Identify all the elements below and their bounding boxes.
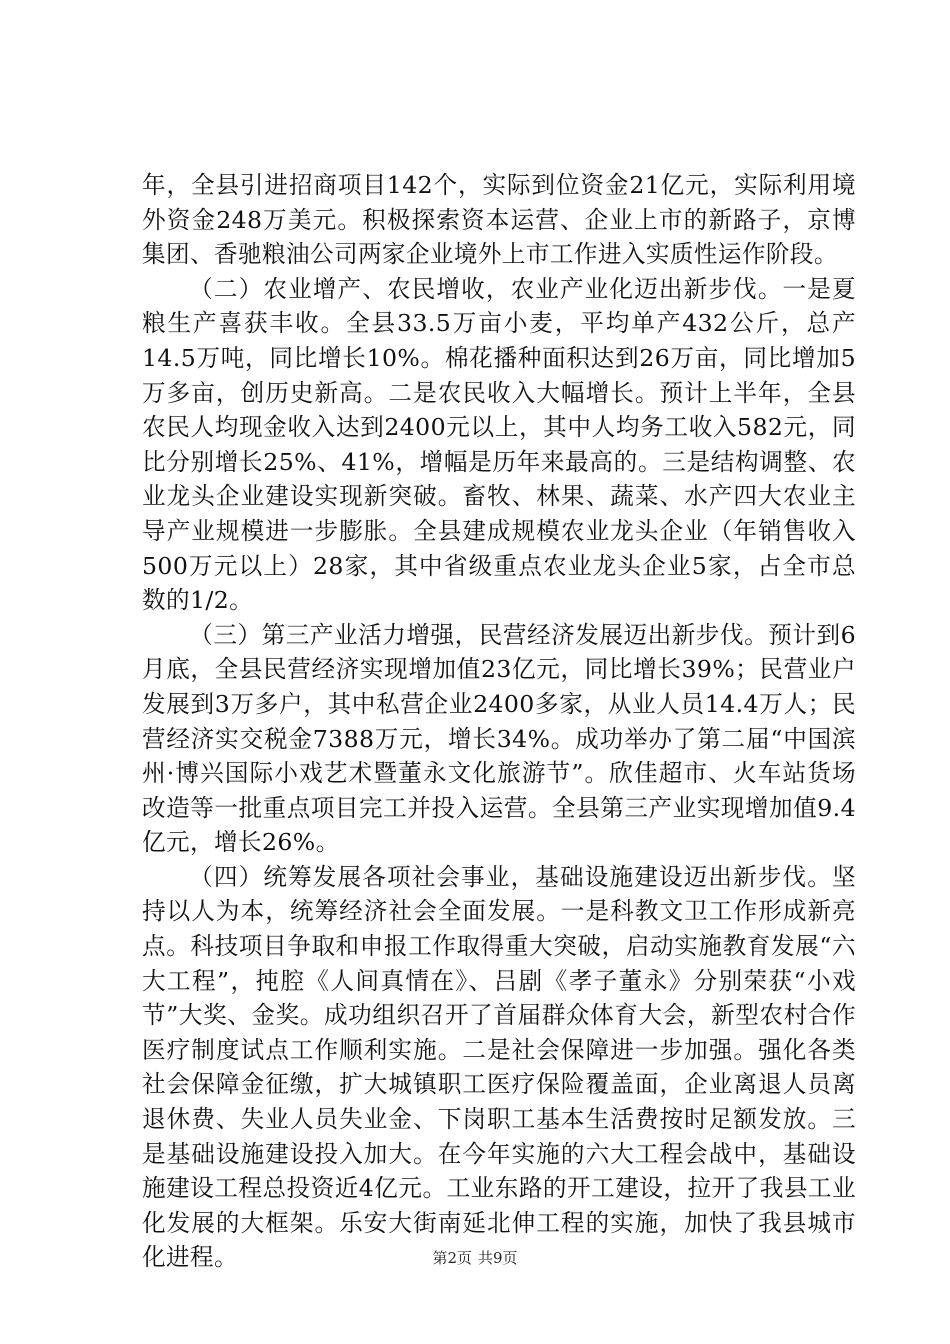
paragraph-agriculture: （二）农业增产、农民增收，农业产业化迈出新步伐。一是夏粮生产喜获丰收。全县33.5万亩小麦，平均单产432公斤，总产14.5万吨，同比增长10%。棉花播种面积达到26万亩，同比增加5万多亩，创历史新高。二是农民收入大幅增长。预计上半年，全县农民人均现金收入达到2400元以上，其中人均务工收入582元，同比分别增长25%、41%，增幅是历年来最高的。三是结构调整、农业龙头企业建设实现新突破。畜牧、林果、蔬菜、水产四大农业主导产业规模进一步膨胀。全县建成规模农业龙头企业（年销售收入500万元以上）28家，其中省级重点农业龙头企业5家，占全市总数的1/2。 — [142, 274, 856, 615]
body-text — [142, 168, 856, 1275]
paragraph-continuation: 年，全县引进招商项目142个，实际到位资金21亿元，实际利用境外资金248万美元。积极探索资本运营、企业上市的新路子，京博集团、香驰粮油公司两家企业境外上市工作进入实质性运作阶段。 — [142, 171, 856, 269]
paragraph-tertiary-industry: （三）第三产业活力增强，民营经济发展迈出新步伐。预计到6月底，全县民营经济实现增加值23亿元，同比增长39%；民营业户发展到3万多户，其中私营企业2400多家，从业人员14.4万人；民营经济实交税金7388万元，增长34%。成功举办了第二届“中国滨州·博兴国际小戏艺术暨董永文化旅游节”。欣佳超市、火车站货场改造等一批重点项目完工并投入运营。全县第三产业实现增加值9.4亿元，增长26%。 — [142, 620, 856, 857]
page-number-total: 共9页 — [478, 1249, 518, 1267]
page-number-current: 第2页 — [432, 1249, 472, 1267]
paragraph-social-affairs: （四）统筹发展各项社会事业，基础设施建设迈出新步伐。坚持以人为本，统筹经济社会全面发展。一是科教文卫工作形成新亮点。科技项目争取和申报工作取得重大突破，启动实施教育发展“六大工程”，扽腔《人间真情在》、吕剧《孝子董永》分别荣获“小戏节”大奖、金奖。成功组织召开了首届群众体育大会，新型农村合作医疗制度试点工作顺利实施。二是社会保障进一步加强。强化各类社会保障金征缴，扩大城镇职工医疗保险覆盖面，企业离退人员离退休费、失业人员失业金、下岗职工基本生活费按时足额发放。三是基础设施建设投入加大。在今年实施的六大工程会战中，基础设施建设工程总投资近4亿元。工业东路的开工建设，拉开了我县工业化发展的大框架。乐安大街南延北伸工程的实施，加快了我县城市化进程。 — [142, 862, 856, 1272]
page-footer — [0, 1248, 950, 1268]
